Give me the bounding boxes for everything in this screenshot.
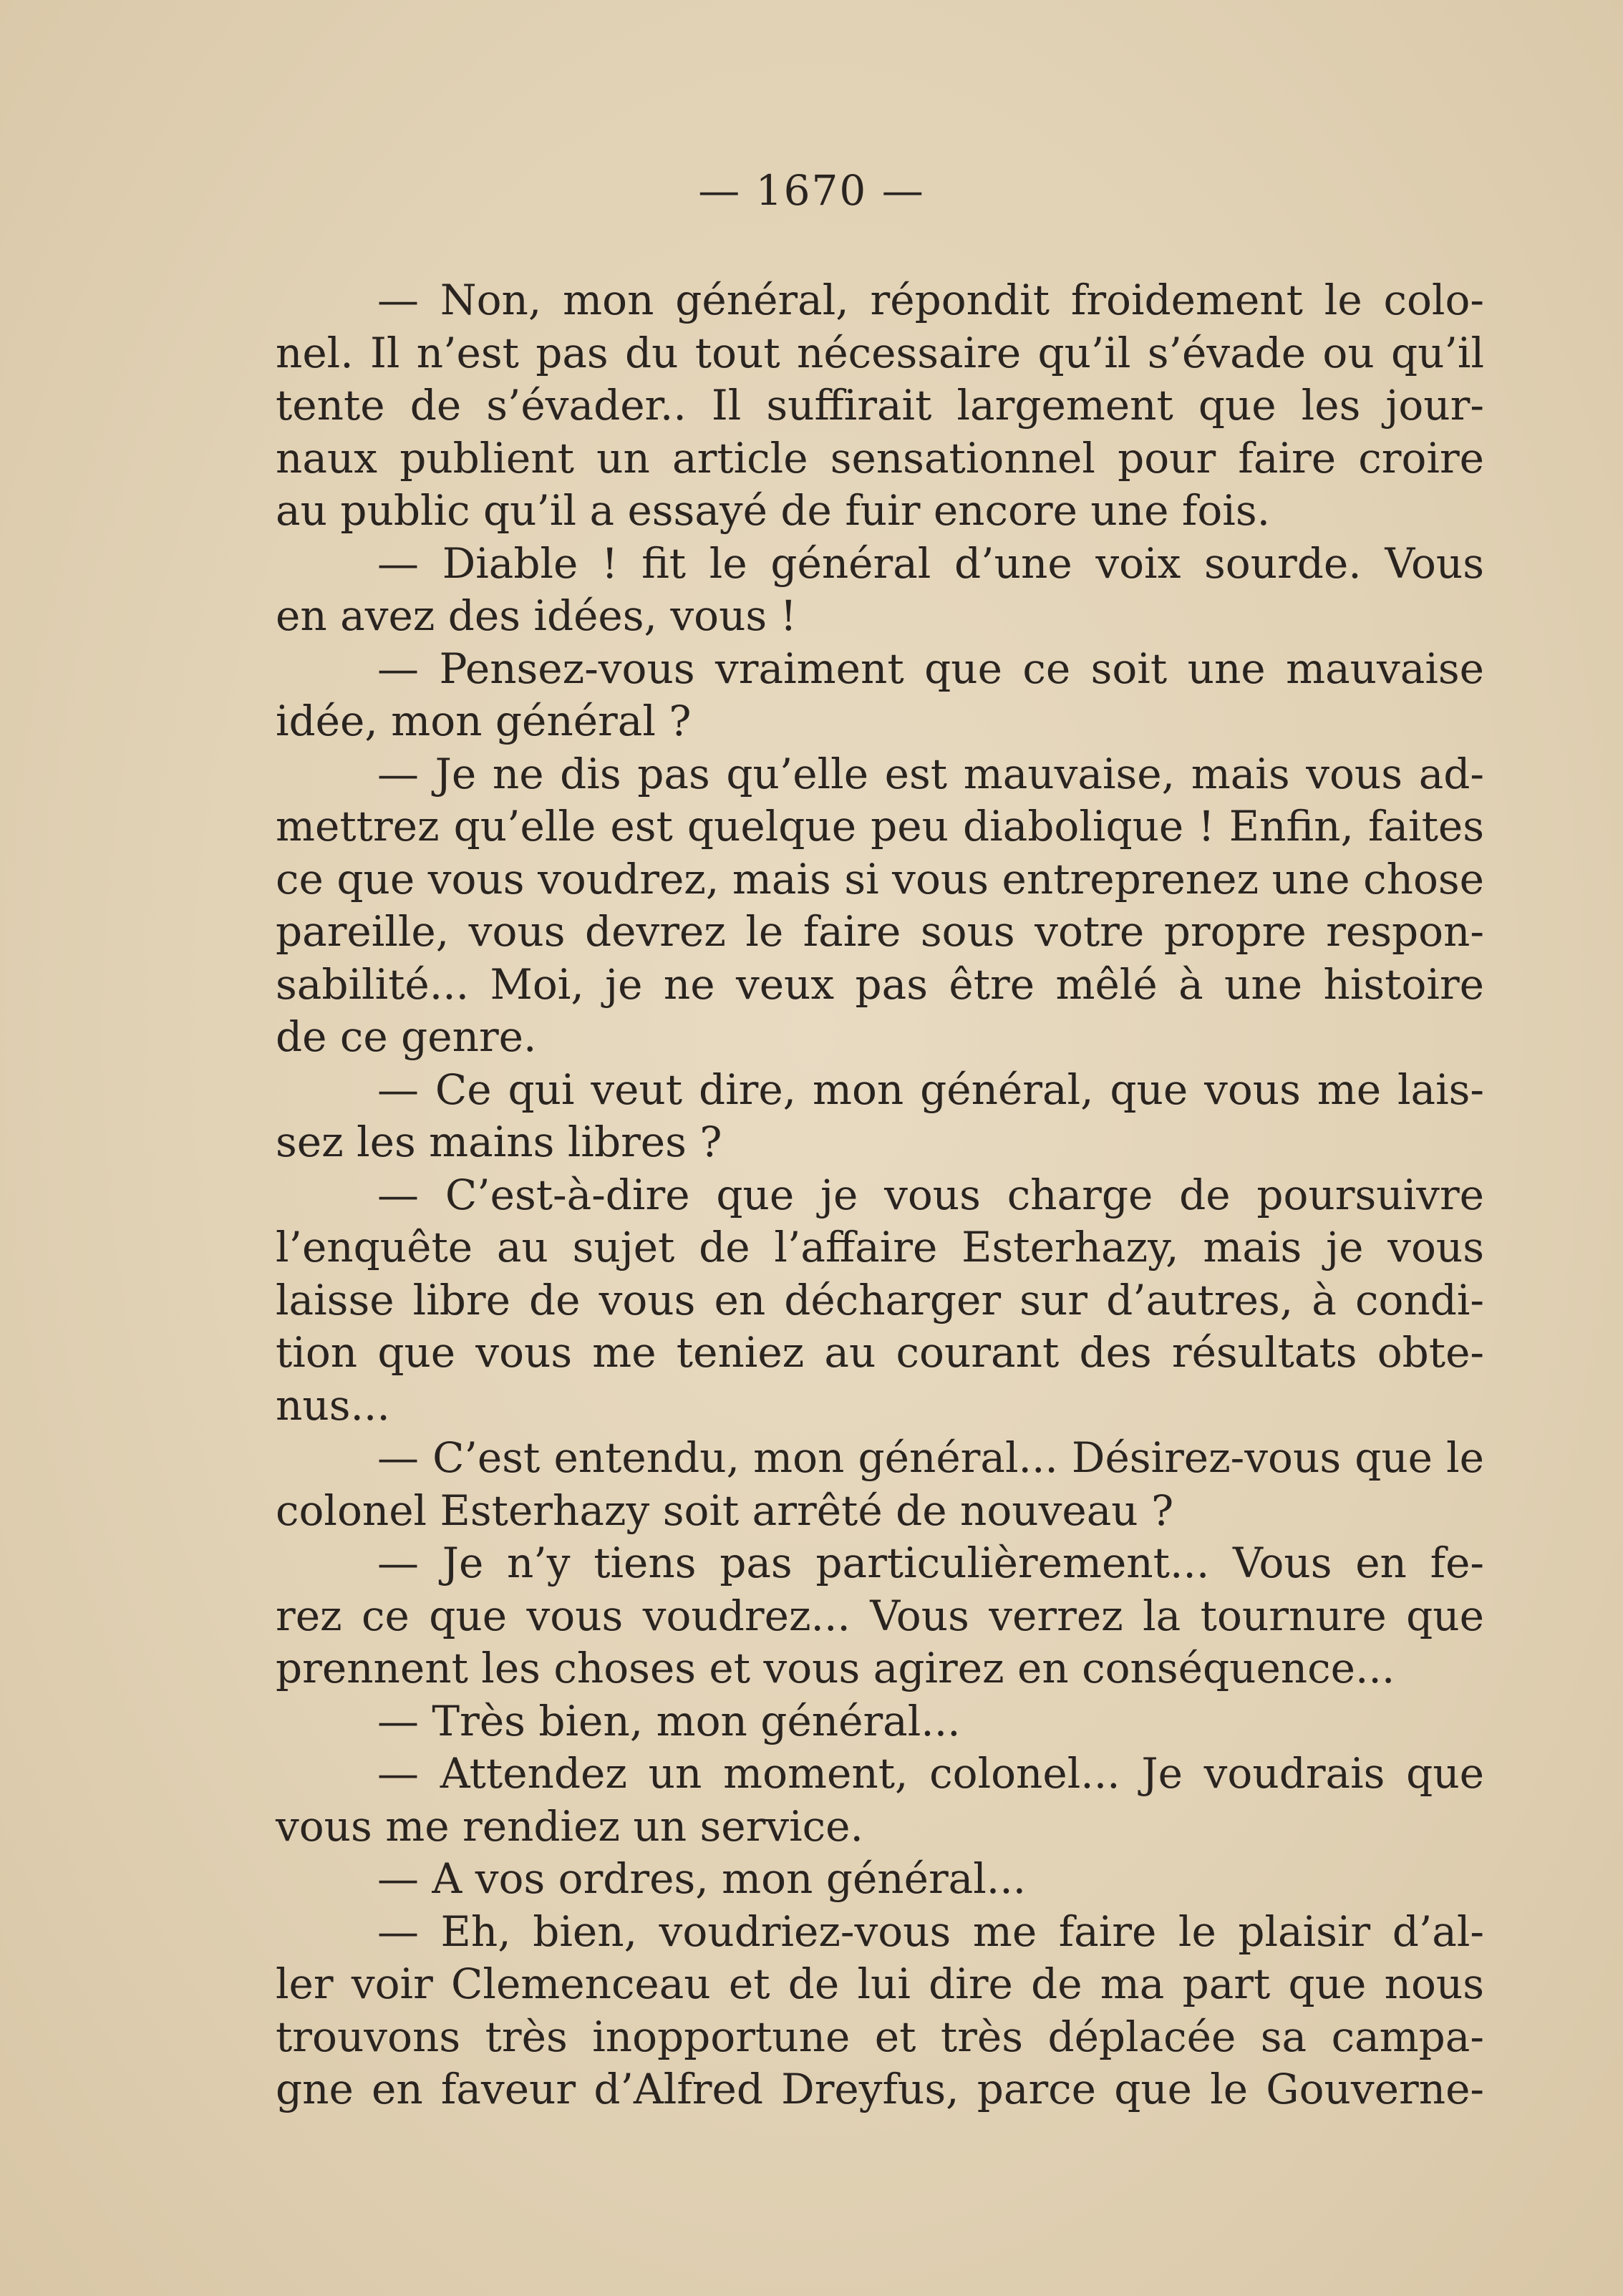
text-line: — Je ne dis pas qu’elle est mauvaise, mais vous ad- (377, 749, 1484, 798)
text-line: — Attendez un moment, colonel... Je voudrais que (377, 1749, 1484, 1798)
text-line: prennent les choses et vous agirez en conséquence... (276, 1644, 1395, 1692)
text-line: gne en faveur d’Alfred Dreyfus, parce que le Gouverne- (276, 2065, 1484, 2113)
text-line: — Très bien, mon général... (377, 1696, 961, 1745)
text-line: idée, mon général ? (276, 697, 692, 745)
text-line: sabilité... Moi, je ne veux pas être mêlé à une histoire (276, 959, 1484, 1009)
text-line: au public qu’il a essayé de fuir encore une fois. (276, 486, 1271, 535)
text-line: nel. Il n’est pas du tout nécessaire qu’il s’évade ou qu’il (276, 328, 1484, 377)
text-line: pareille, vous devrez le faire sous votre propre respon- (276, 907, 1484, 956)
page-number: — 1670 — (698, 166, 925, 215)
text-line: tion que vous me teniez au courant des résultats obte- (276, 1328, 1484, 1377)
body-text (276, 274, 1484, 2116)
text-line: colonel Esterhazy soit arrêté de nouveau ? (276, 1486, 1174, 1535)
text-line: — Diable ! fit le général d’une voix sourde. Vous (377, 538, 1484, 588)
text-line: — Non, mon général, répondit froidement le colo- (377, 276, 1484, 324)
text-line: sez les mains libres ? (276, 1118, 722, 1166)
text-line: de ce genre. (276, 1012, 537, 1061)
text-line: laisse libre de vous en décharger sur d’autres, à condi- (276, 1275, 1484, 1324)
text-line: ler voir Clemenceau et de lui dire de ma part que nous (276, 1960, 1484, 2008)
text-line: ce que vous voudrez, mais si vous entreprenez une chose (276, 854, 1484, 904)
text-line: — C’est entendu, mon général... Désirez-vous que le (377, 1433, 1484, 1482)
text-line: — Je n’y tiens pas particulièrement... Vous en fe- (377, 1539, 1484, 1587)
text-line: en avez des idées, vous ! (276, 591, 797, 640)
text-line: mettrez qu’elle est quelque peu diabolique ! Enfin, faites (276, 802, 1484, 851)
text-line: l’enquête au sujet de l’affaire Esterhazy, mais je vous (276, 1223, 1484, 1271)
text-line: tente de s’évader.. Il suffirait largement que les jour- (276, 381, 1484, 430)
text-line: rez ce que vous voudrez... Vous verrez la tournure que (276, 1591, 1484, 1640)
text-line: — A vos ordres, mon général... (377, 1854, 1027, 1903)
text-line: naux publient un article sensationnel pour faire croire (276, 433, 1484, 483)
text-line: — Pensez-vous vraiment que ce soit une mauvaise (377, 644, 1484, 693)
text-line: nus... (276, 1380, 390, 1430)
text-line: — C’est-à-dire que je vous charge de poursuivre (377, 1170, 1484, 1219)
text-line: — Ce qui veut dire, mon général, que vous me lais- (377, 1065, 1484, 1114)
text-line: trouvons très inopportune et très déplacée sa campa- (276, 2012, 1484, 2061)
text-line: vous me rendiez un service. (276, 1801, 863, 1851)
text-line: — Eh, bien, voudriez-vous me faire le plaisir d’al- (377, 1907, 1484, 1956)
